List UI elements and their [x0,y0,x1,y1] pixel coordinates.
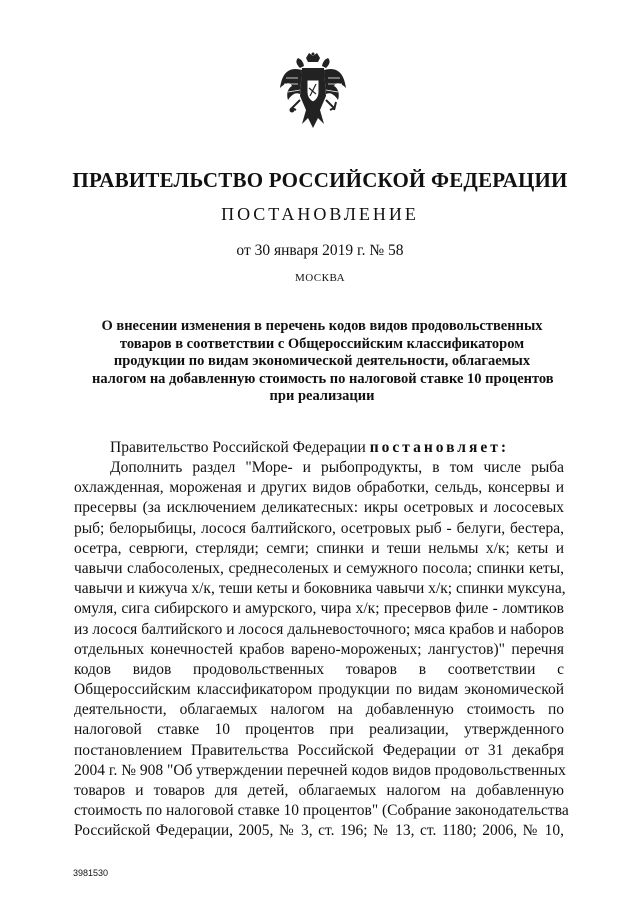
paragraph-line: чавычи и кижуча х/к, теши кеты и боковника чавычи х/к; спинки муксуна, [74,580,566,598]
heading-line: при реализации [269,388,375,404]
paragraph-line: Российской Федерации, 2005, № 3, ст. 196; № 13, ст. 1180; 2006, № 10, [74,822,564,840]
paragraph-line: чавычи слабосоленых, среднесоленых и семужного посола; спинки кеты, [74,559,564,577]
paragraph-line: из лосося балтийского и лосося дальневосточного; мяса крабов и наборов [74,620,564,638]
paragraph-line: пресервы (за исключением деликатесных: икры осетровых и лососевых [74,499,564,517]
heading-line: О внесении изменения в перечень кодов видов продовольственных [101,318,543,334]
document-date-number: от 30 января 2019 г. № 58 [236,242,404,259]
paragraph-line: постановлением Правительства Российской Федерации от 31 декабря [74,741,564,759]
intro-sentence [74,438,564,458]
paragraph-line: Общероссийским классификатором продукции по видам экономической [74,681,564,699]
paragraph-line: отдельных конечностей крабов варено-мороженых; лангустов)" перечня [74,640,564,658]
document-type: ПОСТАНОВЛЕНИЕ [221,204,419,224]
paragraph-line: налоговой ставке 10 процентов при реализации, утвержденного [74,721,564,739]
heading-line: продукции по видам экономической деятельности, облагаемых [113,353,531,369]
government-title: ПРАВИТЕЛЬСТВО РОССИЙСКОЙ ФЕДЕРАЦИИ [72,168,568,192]
intro-verb: постановляет: [369,439,510,456]
paragraph-line: деятельности, облагаемых налогом на добавленную стоимость по [74,701,564,719]
heading-line: налогом на добавленную стоимость по налоговой ставке 10 процентов [92,370,554,387]
paragraph-line: Дополнить раздел "Море- и рыбопродукты, в том числе рыба [110,459,564,476]
russian-coat-of-arms-icon [278,52,348,132]
paragraph-line: 2004 г. № 908 "Об утверждении перечней кодов видов продовольственных [74,761,566,779]
paragraph-line: товаров и товаров для детей, облагаемых налогом на добавленную [74,782,564,799]
document-heading [92,318,552,406]
intro-prefix: Правительство Российской Федерации [110,439,370,456]
paragraph-line: кодов видов продовольственных товаров в соответствии с [74,660,564,678]
paragraph-line: осетра, севрюги, стерляди; семги; спинки и теши нельмы х/к; кеты и [74,539,564,557]
paragraph-line: стоимость по налоговой ставке 10 процентов" (Собрание законодательства [74,802,569,820]
paragraph-line: омуля, сига сибирского и амурского, чира х/к; пресервов филе - ломтиков [74,600,564,618]
paragraph-line: охлажденная, мороженая и других видов обработки, сельдь, консервы и [74,479,564,497]
main-paragraph [74,458,569,842]
document-code: 3981530 [73,868,109,878]
heading-line: товаров в соответствии с Общероссийским классификатором [119,335,525,352]
paragraph-line: рыб; белорыбицы, лосося балтийского, осетровых рыб - белуги, бестера, [74,519,564,537]
document-city: МОСКВА [294,272,346,284]
